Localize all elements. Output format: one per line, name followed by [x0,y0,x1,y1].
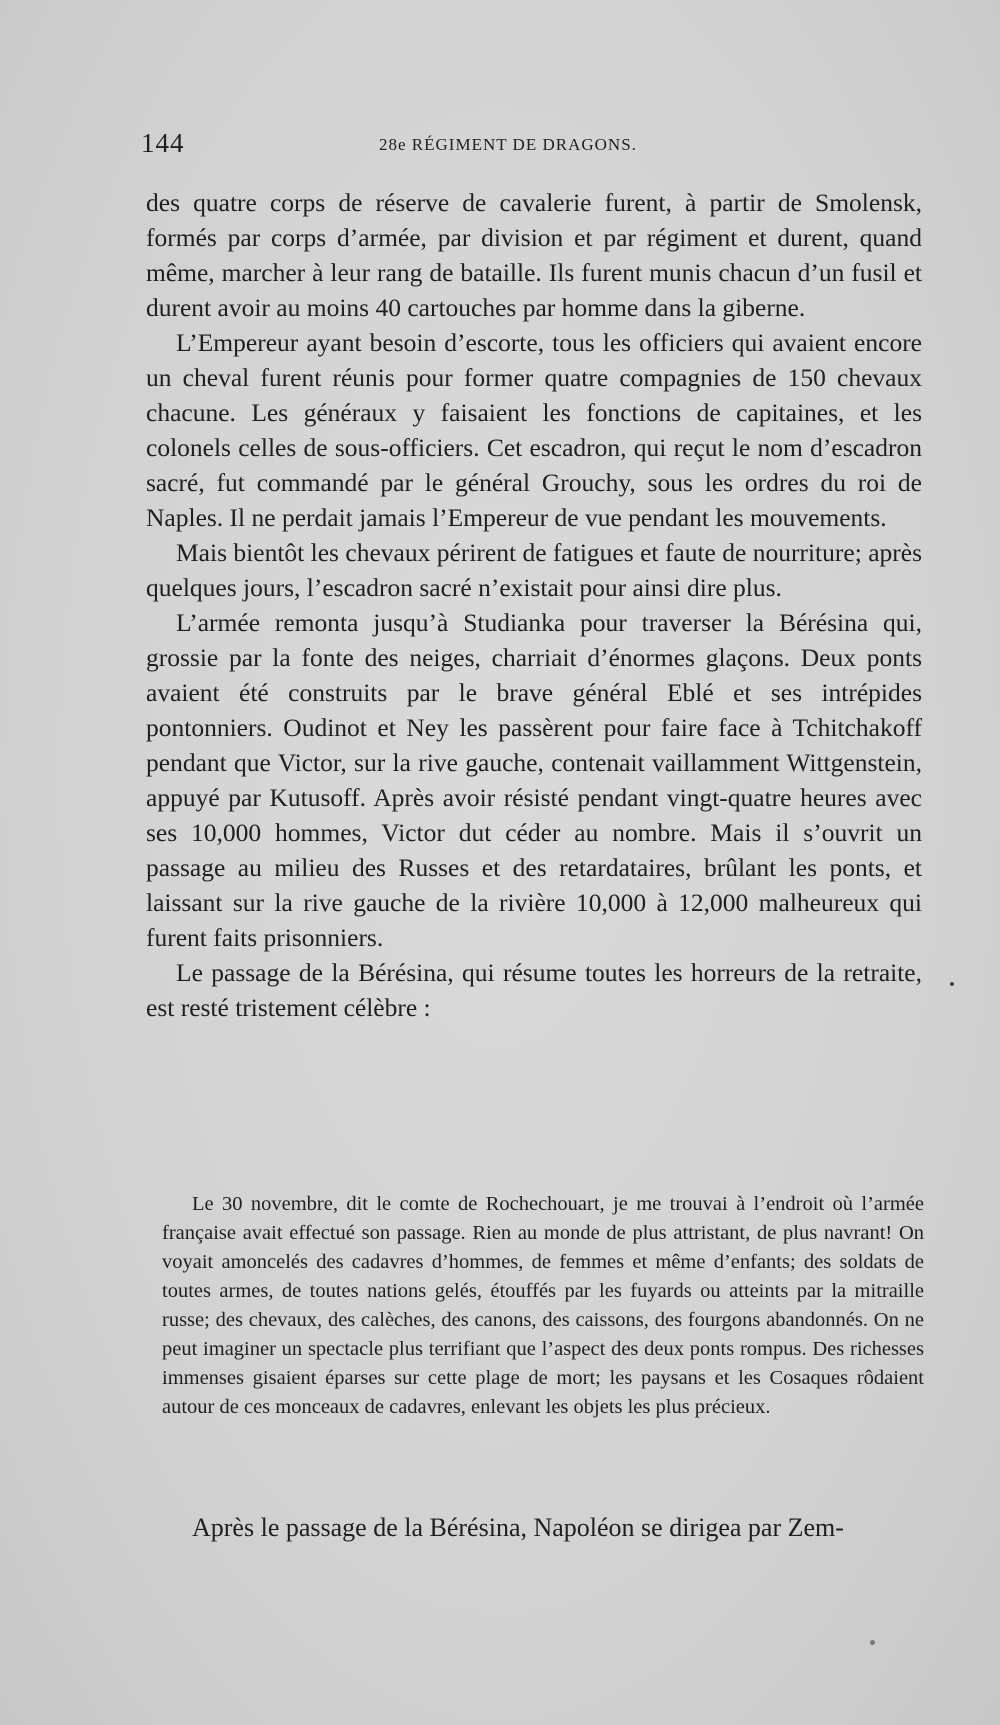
ink-speck [870,1640,875,1645]
closing-text [162,1510,924,1545]
paragraph: Le passage de la Bérésina, qui résume toutes les horreurs de la retraite, est resté tristement célèbre : [146,958,922,1022]
quote-paragraph: Le 30 novembre, dit le comte de Rochechouart, je me trouvai à l’endroit où l’armée française avait effectué son passage. Rien au monde de plus attristant, de plus navrant! On voyait amoncelés des cadavres d’hommes, de femmes et même d’enfants; des soldats de toutes armes, de toutes nations gelés, étouffés par les fuyards ou atteints par la mitraille russe; des chevaux, des calèches, des canons, des caissons, des fourgons abandonnés. On ne peut imaginer un spectacle plus terrifiant que l’aspect des deux ponts rompus. Des richesses immenses gisaient éparses sur cette plage de mort; les paysans et les Cosaques rôdaient autour de ces monceaux de cadavres, enlevant les objets les plus précieux. [162,1193,924,1418]
paragraph: Après le passage de la Bérésina, Napoléon se dirigea par Zem- [192,1513,844,1542]
paragraph: des quatre corps de réserve de cavalerie furent, à partir de Smolensk, formés par corps d’armée, par division et par régiment et durent, quand même, marcher à leur rang de bataille. Ils furent munis chacun d’un fusil et durent avoir au moins 40 cartouches par homme dans la giberne. [146,188,922,322]
ink-speck [950,982,954,986]
page-number: 144 [141,128,185,158]
block-quote [162,1190,924,1422]
paragraph: L’armée remonta jusqu’à Studianka pour traverser la Bérésina qui, grossie par la fonte des neiges, charriait d’énormes glaçons. Deux ponts avaient été construits par le brave général Eblé et ses intrépides pontonniers. Oudinot et Ney les passèrent pour faire face à Tchitchakoff pendant que Victor, sur la rive gauche, contenait vaillamment Wittgenstein, appuyé par Kutusoff. Après avoir résisté pendant vingt-quatre heures avec ses 10,000 hommes, Victor dut céder au nombre. Mais il s’ouvrit un passage au milieu des Russes et des retardataires, brûlant les ponts, et laissant sur la rive gauche de la rivière 10,000 à 12,000 malheureux qui furent faits prisonniers. [146,608,922,952]
paragraph: L’Empereur ayant besoin d’escorte, tous les officiers qui avaient encore un cheval furent réunis pour former quatre compagnies de 150 chevaux chacune. Les généraux y faisaient les fonctions de capitaines, et les colonels celles de sous-officiers. Cet escadron, qui reçut le nom d’escadron sacré, fut commandé par le général Grouchy, sous les ordres du roi de Naples. Il ne perdait jamais l’Empereur de vue pendant les mouvements. [146,328,922,532]
page-header [141,128,901,168]
paragraph: Mais bientôt les chevaux périrent de fatigues et faute de nourriture; après quelques jours, l’escadron sacré n’existait pour ainsi dire plus. [146,538,922,602]
body-text [146,185,922,1025]
running-title: 28e RÉGIMENT DE DRAGONS. [379,135,637,154]
